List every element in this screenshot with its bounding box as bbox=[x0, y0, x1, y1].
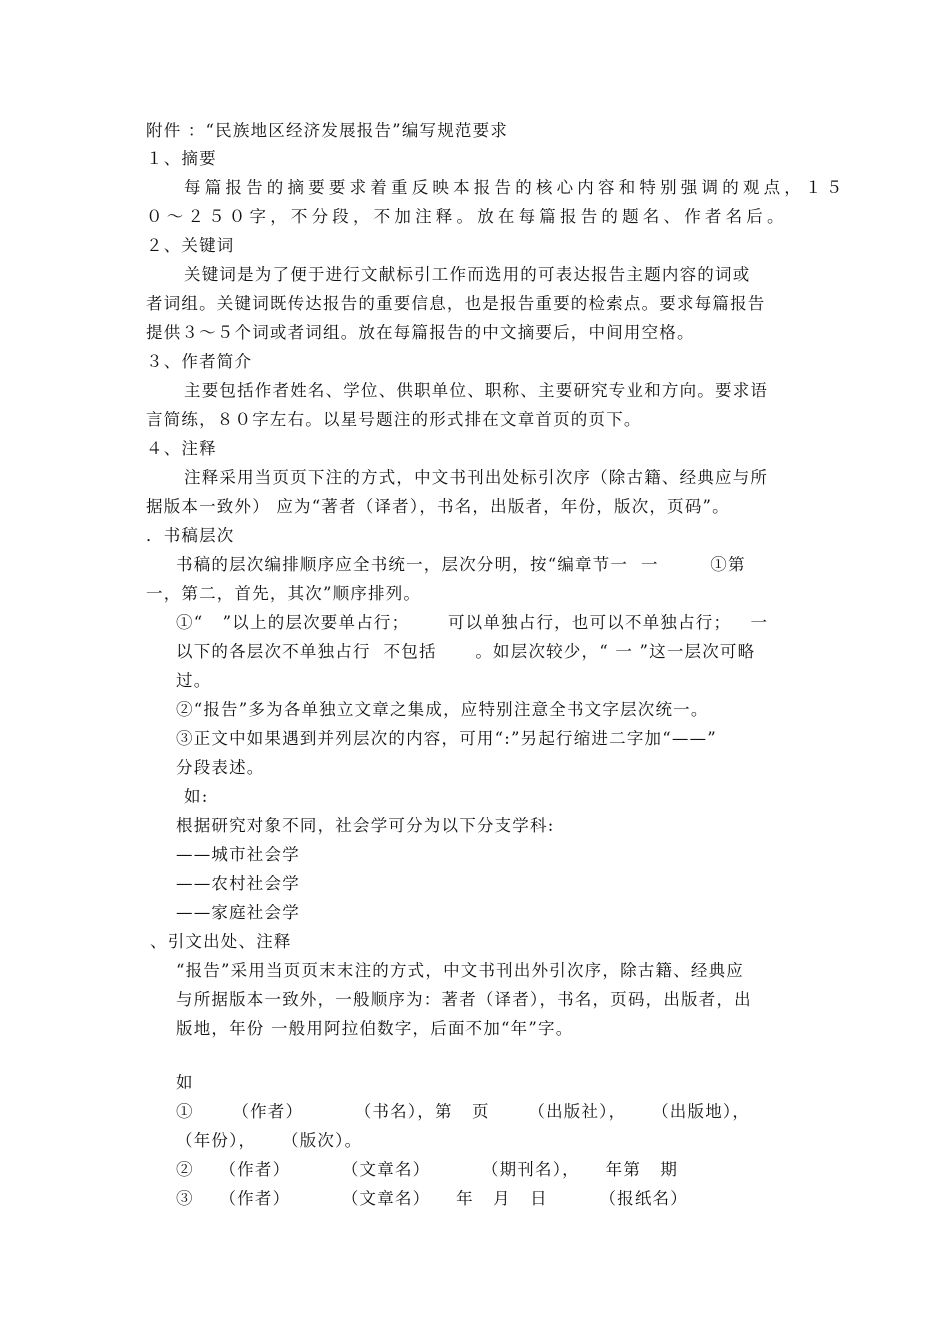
list-item: ——城市社会学 bbox=[176, 845, 300, 864]
citation-format-line: ② （作者） （文章名） （期刊名）， 年第 期 bbox=[176, 1160, 679, 1179]
citation-format-line: ① （作者） （书名），第 页 （出版社）， （出版地）， bbox=[176, 1102, 751, 1121]
paragraph-line: 关键词是为了便于进行文献标引工作而选用的可表达报告主题内容的词或 bbox=[184, 265, 751, 284]
paragraph-line: 根据研究对象不同，社会学可分为以下分支学科: bbox=[176, 816, 555, 835]
paragraph-line: 每篇报告的摘要要求着重反映本报告的核心内容和特别强调的观点，１５ bbox=[184, 178, 847, 197]
example-label: 如 bbox=[176, 1073, 194, 1092]
paragraph-line: 分段表述。 bbox=[176, 758, 265, 777]
paragraph-line: “报告”采用当页页末末注的方式，中文书刊出外引次序，除古籍、经典应 bbox=[176, 961, 744, 980]
paragraph-line: 过。 bbox=[176, 671, 212, 690]
paragraph-line: 据版本一致外） 应为“著者（译者），书名，出版者，年份，版次，页码”。 bbox=[146, 497, 730, 516]
section-heading-structure: ．书稿层次 bbox=[146, 526, 235, 545]
paragraph-line: 言简练，８０字左右。以星号题注的形式排在文章首页的页下。 bbox=[146, 410, 642, 429]
paragraph-line: 版地，年份 一般用阿拉伯数字，后面不加“年”字。 bbox=[176, 1019, 574, 1038]
citation-format-line: （年份）， （版次）。 bbox=[176, 1131, 363, 1150]
section-heading-author-bio: ３、作者简介 bbox=[146, 352, 253, 371]
list-item: ——家庭社会学 bbox=[176, 903, 300, 922]
paragraph-line: 一，第二，首先，其次”顺序排列。 bbox=[146, 584, 422, 603]
paragraph-line: 与所据版本一致外，一般顺序为：著者（译者），书名，页码，出版者，出 bbox=[176, 990, 752, 1009]
paragraph-line: 书稿的层次编排顺序应全书统一，层次分明，按“编章节一 一 ①第 bbox=[176, 555, 746, 574]
section-heading-notes: ４、注释 bbox=[146, 439, 217, 458]
paragraph-line: 提供３～５个词或者词组。放在每篇报告的中文摘要后，中间用空格。 bbox=[146, 323, 695, 342]
paragraph-line: ③正文中如果遇到并列层次的内容，可用“:”另起行缩进二字加“——” bbox=[176, 729, 717, 748]
list-item: ——农村社会学 bbox=[176, 874, 300, 893]
paragraph-line: ①“ ”以上的层次要单占行； 可以单独占行，也可以不单独占行； 一 bbox=[176, 613, 769, 632]
paragraph-line: 者词组。关键词既传达报告的重要信息，也是报告重要的检索点。要求每篇报告 bbox=[146, 294, 766, 313]
document-title: 附件 ：“民族地区经济发展报告”编写规范要求 bbox=[146, 121, 509, 140]
example-label: 如: bbox=[184, 787, 209, 806]
paragraph-line: ②“报告”多为各单独立文章之集成，应特别注意全书文字层次统一。 bbox=[176, 700, 709, 719]
section-heading-citations: 、引文出处、注释 bbox=[150, 932, 292, 951]
paragraph-line: 注释采用当页页下注的方式，中文书刊出处标引次序（除古籍、经典应与所 bbox=[184, 468, 769, 487]
paragraph-line: ０～２５０字，不分段，不加注释。放在每篇报告的题名、作者名后。 bbox=[146, 207, 788, 226]
citation-format-line: ③ （作者） （文章名） 年 月 日 （报纸名） bbox=[176, 1189, 688, 1208]
section-heading-keywords: ２、关键词 bbox=[146, 236, 235, 255]
section-heading-abstract: １、摘要 bbox=[146, 149, 217, 168]
paragraph-line: 以下的各层次不单独占行 不包括 。如层次较少，“ 一 ”这一层次可略 bbox=[176, 642, 756, 661]
paragraph-line: 主要包括作者姓名、学位、供职单位、职称、主要研究专业和方向。要求语 bbox=[184, 381, 769, 400]
